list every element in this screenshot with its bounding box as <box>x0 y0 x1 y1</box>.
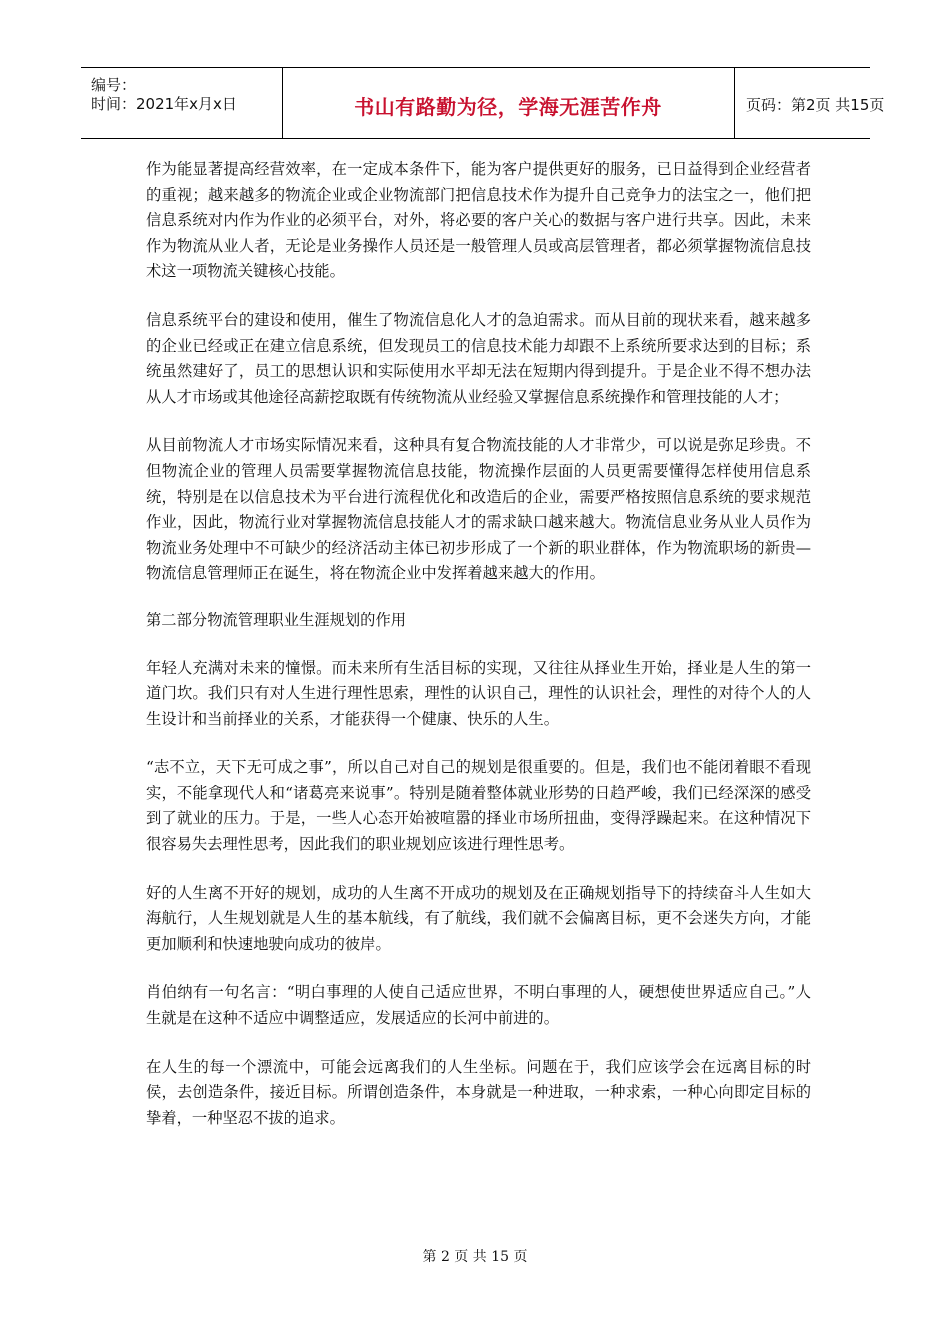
paragraph: 年轻人充满对未来的憧憬。而未来所有生活目标的实现，又往往从择业生开始，择业是人生的第一道门坎。我们只有对人生进行理性思索，理性的认识自己，理性的认识社会，理性的对待个人的人生设计和当前择业的关系，才能获得一个健康、快乐的人生。 <box>146 658 811 728</box>
page-number-label: 页码：第2页 共15页 <box>746 96 885 114</box>
document-date-label: 时间：2021年x月x日 <box>91 95 237 113</box>
paragraph: 信息系统平台的建设和使用，催生了物流信息化人才的急迫需求。而从目前的现状来看，越来越多的企业已经或正在建立信息系统，但发现员工的信息技术能力却跟不上系统所要求达到的目标；系统虽然建好了，员工的思想认识和实际使用水平却无法在短期内得到提升。于是企业不得不想办法从人才市场或其他途径高薪挖取既有传统物流从业经验又掌握信息系统操作和管理技能的人才； <box>146 310 811 406</box>
paragraph: 从目前物流人才市场实际情况来看，这种具有复合物流技能的人才非常少，可以说是弥足珍贵。不但物流企业的管理人员需要掌握物流信息技能，物流操作层面的人员更需要懂得怎样使用信息系统，特别是在以信息技术为平台进行流程优化和改造后的企业，需要严格按照信息系统的要求规范作业，因此，物流行业对掌握物流信息技能人才的需求缺口越来越大。物流信息业务从业人员作为物流业务处理中不可缺少的经济活动主体已初步形成了一个新的职业群体，作为物流职场的新贵—物流信息管理师正在诞生，将在物流企业中发挥着越来越大的作用。 <box>146 436 811 583</box>
document-number-label: 编号： <box>91 76 137 94</box>
paragraph: 肖伯纳有一句名言：“明白事理的人使自己适应世界，不明白事理的人，硬想使世界适应自己。”人生就是在这种不适应中调整适应，发展适应的长河中前进的。 <box>146 983 811 1028</box>
header-info-cell <box>81 68 283 138</box>
paragraph: 作为能显著提高经营效率，在一定成本条件下，能为客户提供更好的服务，已日益得到企业经营者的重视；越来越多的物流企业或企业物流部门把信息技术作为提升自己竞争力的法宝之一，他们把信息系统对内作为作业的必须平台，对外，将必要的客户关心的数据与客户进行共享。因此，未来作为物流从业人者，无论是业务操作人员还是一般管理人员或高层管理者，都必须掌握物流信息技术这一项物流关键核心技能。 <box>146 160 811 281</box>
document-body <box>146 157 811 1131</box>
motto-text: 书山有路勤为径，学海无涯苦作舟 <box>354 95 662 119</box>
header-page-cell <box>735 68 885 138</box>
section-heading: 第二部分物流管理职业生涯规划的作用 <box>146 610 407 629</box>
page-footer: 第 2 页 共 15 页 <box>422 1249 528 1265</box>
page-header <box>81 67 885 139</box>
paragraph: 好的人生离不开好的规划，成功的人生离不开成功的规划及在正确规划指导下的持续奋斗人生如大海航行，人生规划就是人生的基本航线，有了航线，我们就不会偏离目标，更不会迷失方向，才能更加顺利和快速地驶向成功的彼岸。 <box>146 883 811 953</box>
paragraph: 在人生的每一个漂流中，可能会远离我们的人生坐标。问题在于，我们应该学会在远离目标的时侯，去创造条件，接近目标。所谓创造条件，本身就是一种进取，一种求索，一种心向即定目标的挚着，一种坚忍不拔的追求。 <box>146 1057 811 1127</box>
header-motto-cell <box>282 68 735 138</box>
paragraph: “志不立，天下无可成之事”，所以自己对自己的规划是很重要的。但是，我们也不能闭着眼不看现实，不能拿现代人和“诸葛亮来说事”。特别是随着整体就业形势的日趋严峻，我们已经深深的感受到了就业的压力。于是，一些人心态开始被喧嚣的择业市场所扭曲，变得浮躁起来。在这种情况下很容易失去理性思考，因此我们的职业规划应该进行理性思考。 <box>146 758 811 854</box>
